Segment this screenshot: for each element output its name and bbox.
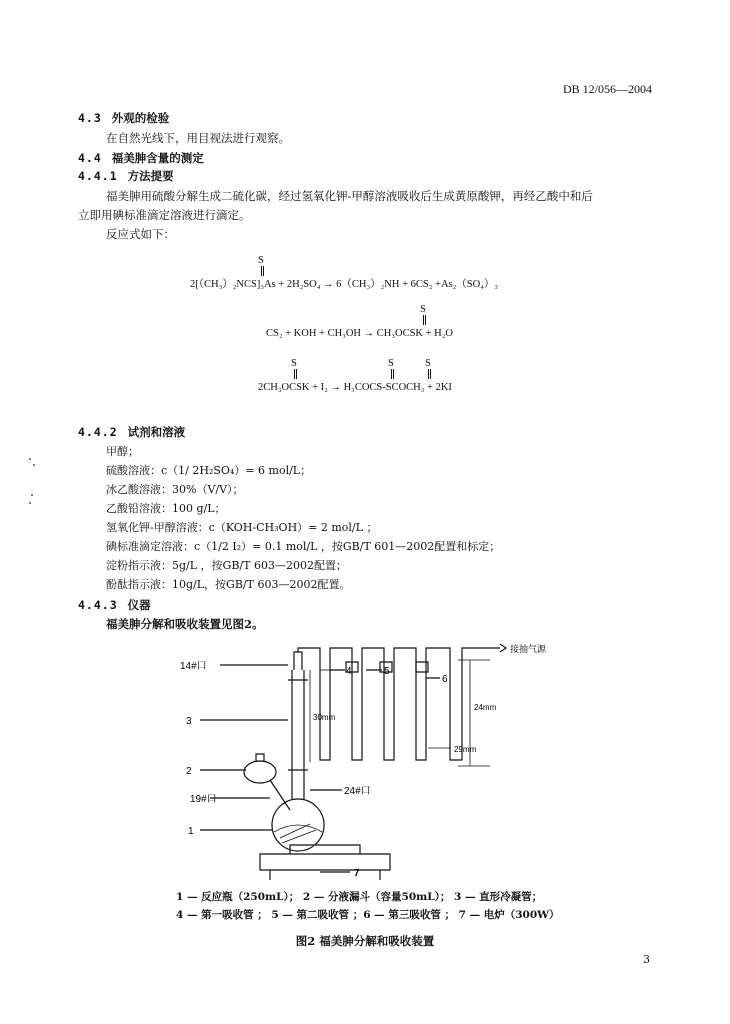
reagent-item: 硫酸溶液：c（1/ 2H₂SO₄）= 6 mol/L； xyxy=(106,464,312,477)
reagent-item: 淀粉指示液：5g/L ，按GB/T 603—2002配置； xyxy=(106,559,347,572)
section-4-4-1-heading xyxy=(78,168,174,184)
funnel-shape xyxy=(244,761,276,783)
eq3-double-bond-b xyxy=(391,369,394,379)
eq1-sulfur: S xyxy=(258,255,264,266)
eq3-sulfur-c: S xyxy=(425,358,431,369)
dim-24mm: 24mm xyxy=(474,703,497,712)
section-title: 试剂和溶液 xyxy=(127,425,186,439)
reagent-item: 氢氧化钾-甲醇溶液：c（KOH-CH₃OH）= 2 mol/L ； xyxy=(106,521,378,534)
apparatus-text: 福美胂分解和吸收装置见图2。 xyxy=(106,617,264,631)
reagent-item: 冰乙酸溶液：30%（V/V）； xyxy=(106,483,244,496)
reagent-item: 酚酞指示液：10g/L，按GB/T 603—2002配置。 xyxy=(106,578,351,591)
equation-1: 2[（CH₃）₂NCS]₃As + 2H₂SO₄ → 6（CH₃）₂NH + 6CS₂ +As₂（SO₄）₃ xyxy=(190,279,499,290)
section-title: 外观的检验 xyxy=(111,111,170,125)
eq2-double-bond xyxy=(423,315,426,325)
eq3-double-bond-a xyxy=(294,369,297,379)
dim-30mm: 30mm xyxy=(313,713,336,722)
section-title: 福美胂含量的测定 xyxy=(111,151,204,165)
section-number: 4.4.3 xyxy=(78,598,118,612)
dim-29mm: 29mm xyxy=(454,745,477,754)
section-title: 方法提要 xyxy=(127,169,174,183)
method-summary-line2: 立即用碘标准滴定溶液进行滴定。 xyxy=(78,208,251,222)
figure-title: 图2 福美胂分解和吸收装置 xyxy=(295,934,435,948)
section-number: 4.4.1 xyxy=(78,169,118,183)
section-number: 4.4 xyxy=(78,151,102,165)
label-7: 7 xyxy=(354,868,360,879)
section-4-4-heading xyxy=(78,150,204,166)
scan-specks xyxy=(20,455,50,515)
eq1-double-bond xyxy=(261,266,264,276)
eq3-double-bond-c xyxy=(428,369,431,379)
label-4: 4 xyxy=(346,666,352,677)
section-title: 仪器 xyxy=(127,598,151,612)
label-6: 6 xyxy=(442,674,448,685)
section-4-4-3-heading xyxy=(78,597,151,613)
figure-caption-line2: 4 — 第一吸收管 ； 5 — 第二吸收管 ；6 — 第三吸收管 ； 7 — 电炉（300W） xyxy=(176,909,560,921)
reaction-intro: 反应式如下： xyxy=(106,227,175,241)
section-number: 4.4.2 xyxy=(78,425,118,439)
hot-plate-shape xyxy=(260,854,390,870)
reagent-item: 乙酸铅溶液：100 g/L； xyxy=(106,502,226,515)
label-3: 3 xyxy=(186,716,192,727)
eq3-sulfur-b: S xyxy=(388,358,394,369)
label-joint14: 14#口 xyxy=(180,661,207,672)
standard-number: DB 12/056—2004 xyxy=(562,82,652,96)
apparatus-diagram xyxy=(170,640,560,885)
label-1: 1 xyxy=(188,826,194,837)
label-2: 2 xyxy=(186,766,192,777)
eq3-sulfur-a: S xyxy=(291,358,297,369)
vacuum-source-label: 接抽气源 xyxy=(510,644,547,654)
reagent-item: 碘标准滴定溶液：c（1/2 I₂）= 0.1 mol/L ，按GB/T 601—2002配置和标定； xyxy=(106,540,501,553)
section-number: 4.3 xyxy=(78,111,102,125)
equation-3: 2CH₃OCSK + I₂ → H₃COCS-SCOCH₃ + 2KI xyxy=(258,382,452,393)
eq2-sulfur: S xyxy=(420,304,426,315)
label-joint24: 24#口 xyxy=(344,786,371,797)
section-4-3-heading xyxy=(78,110,169,126)
equation-2: CS₂ + KOH + CH₃OH → CH₃OCSK + H₂O xyxy=(266,328,454,339)
figure-caption-line1: 1 — 反应瓶（250mL）； 2 — 分液漏斗（容量50mL）； 3 — 直形冷凝管； xyxy=(176,891,543,903)
section-4-4-2-heading xyxy=(78,424,185,440)
page-number: 3 xyxy=(643,953,650,966)
label-joint19: 19#口 xyxy=(190,794,217,805)
method-summary-line1: 福美胂用硫酸分解生成二硫化碳，经过氢氧化钾-甲醇溶液吸收后生成黄原酸钾，再经乙酸中和后 xyxy=(106,189,593,203)
section-4-3-text: 在自然光线下，用目视法进行观察。 xyxy=(106,131,290,145)
reagent-item: 甲醇； xyxy=(106,445,139,458)
label-5: 5 xyxy=(384,666,390,677)
